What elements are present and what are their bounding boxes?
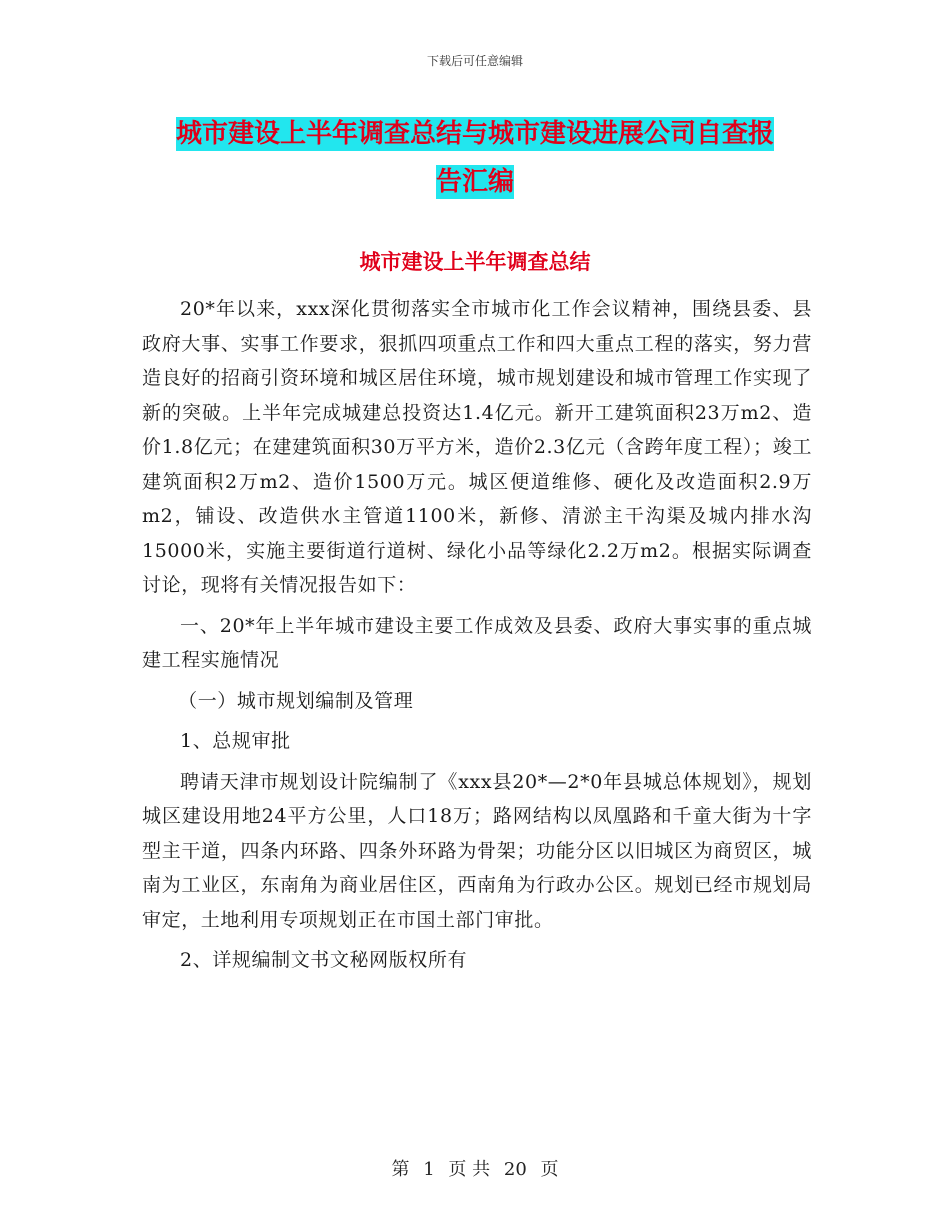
footer-total-pages: 20: [503, 1159, 527, 1180]
footer-page-number: 1: [423, 1159, 435, 1180]
footer-suffix: 页: [540, 1159, 559, 1180]
footer-prefix: 第: [391, 1159, 410, 1180]
document-body: [142, 292, 812, 978]
footer-middle: 页 共: [448, 1159, 491, 1180]
paragraph-item-1: 1、总规审批: [180, 730, 291, 752]
title-line-1: 城市建设上半年调查总结与城市建设进展公司自查报: [175, 119, 774, 149]
section-title: 城市建设上半年调查总结: [359, 250, 591, 274]
title-line-2: 告汇编: [435, 167, 514, 197]
paragraph-planning: 聘请天津市规划设计院编制了《xxx县20*—2*0年县城总体规划》，规划城区建设用地24平方公里，人口18万；路网结构以凤凰路和千童大街为十字型主干道，四条内环路、四条外环路为骨架；功能分区以旧城区为商贸区，城南为工业区，东南角为商业居住区，西南角为行政办公区。规划已经市规划局审定，土地利用专项规划正在市国土部门审批。: [142, 770, 812, 931]
paragraph-subheading: （一）城市规划编制及管理: [178, 689, 414, 712]
paragraph-heading-1: 一、20*年上半年城市建设主要工作成效及县委、政府大事实事的重点城建工程实施情况: [142, 614, 812, 671]
header-note: 下载后可任意编辑: [426, 54, 523, 68]
paragraph-item-2: 2、详规编制文书文秘网版权所有: [180, 949, 468, 971]
paragraph-intro: 20*年以来，xxx深化贯彻落实全市城市化工作会议精神，围绕县委、县政府大事、实事工作要求，狠抓四项重点工作和四大重点工程的落实，努力营造良好的招商引资环境和城区居住环境，城市规划建设和城市管理工作实现了新的突破。上半年完成城建总投资达1.4亿元。新开工建筑面积23万m2、造价1.8亿元；在建建筑面积30万平方米，造价2.3亿元（含跨年度工程）；竣工建筑面积2万m2、造价1500万元。城区便道维修、硬化及改造面积2.9万m2，铺设、改造供水主管道1100米，新修、清淤主干沟渠及城内排水沟15000米，实施主要街道行道树、绿化小品等绿化2.2万m2。根据实际调查讨论，现将有关情况报告如下：: [142, 298, 812, 596]
document-title: [140, 110, 810, 206]
page-footer: [0, 1155, 950, 1181]
